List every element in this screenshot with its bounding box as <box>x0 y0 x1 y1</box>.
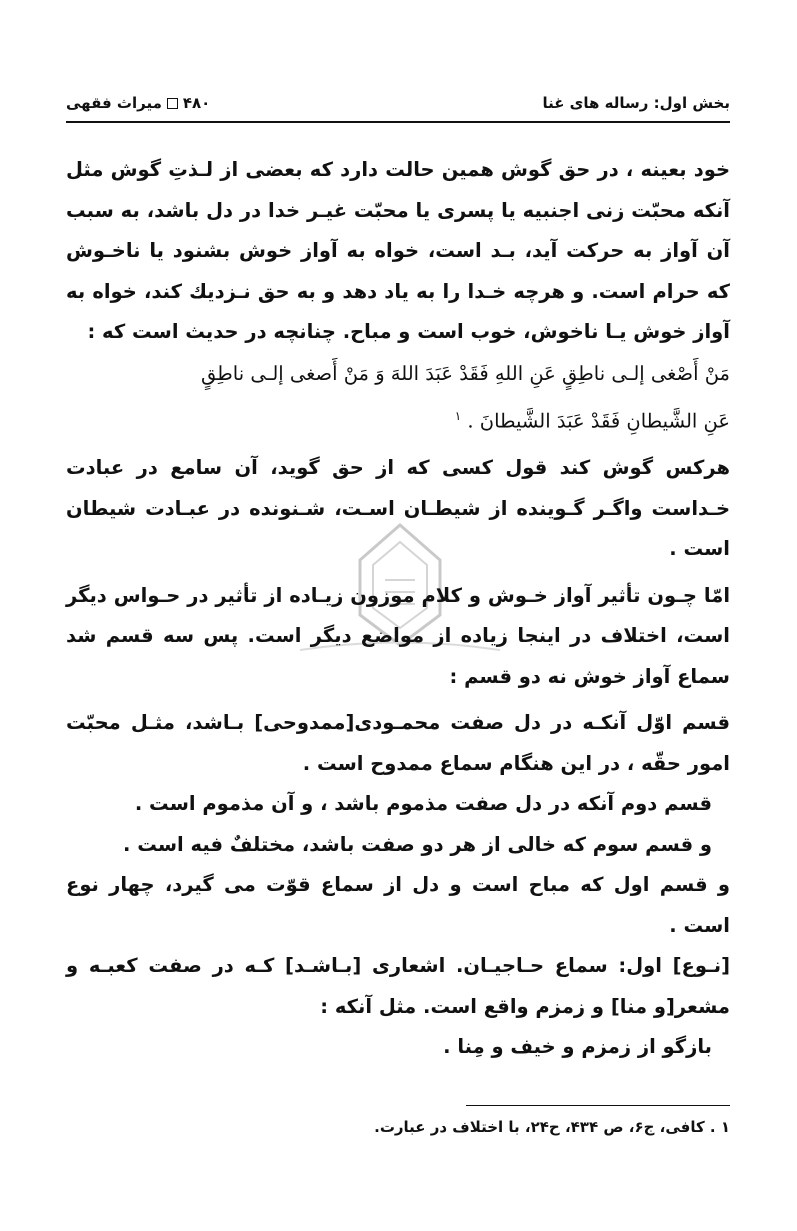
main-text <box>66 150 730 1068</box>
paragraph: و قسم اول که مباح است و دل از سماع قوّت می گیرد، چهار نوع است . <box>66 873 730 937</box>
header-divider <box>66 121 730 123</box>
header-page-info <box>66 94 210 112</box>
arabic-hadith-line-2 <box>66 395 730 443</box>
book-title: میراث فقهی <box>66 94 162 112</box>
footnote-marker: ١ <box>454 408 462 423</box>
footnote: ١ . کافی، ج۶، ص ۴۳۴، ح۲۴، با اختلاف در عبارت. <box>374 1118 730 1136</box>
arabic-hadith-text: عَنِ الشَّيطانِ فَقَدْ عَبَدَ الشَّيطانَ . <box>467 409 730 432</box>
paragraph: قسم دوم آنکه در دل صفت مذموم باشد ، و آن مذموم است . <box>134 792 712 815</box>
paragraph: خود بعینه ، در حق گوش همین حالت دارد که بعضی از لـذتِ گوش مثل آنکه محبّت زنی اجنبیه یا پسری یا محبّت غیـر خدا در دل باشد، به سبب آن آواز به حرکت آید، بـد است، خواه به آواز خوش بشنود یا ناخـوش که حرام است. و هرچه خـدا را به یاد دهد و به حق نـزدیك كند، خواه به آواز خوش یـا ناخوش، خوب است و مباح. چنانچه در حدیث است که : <box>66 158 730 343</box>
page-number: ۴۸۰ <box>182 94 211 112</box>
arabic-hadith-line-1: مَنْ أَصْغى إلـى ناطِقٍ عَنِ اللهِ فَقَدْ عَبَدَ اللهَ وَ مَنْ أَصغى إلـى ناطِقٍ <box>201 361 730 385</box>
paragraph: امّا چـون تأثیر آواز خـوش و کلام موزون زیـاده از تأثیر در حـواس دیگر است، اختلاف در اینجا زیاده از مواضع دیگر است. پس سه قسم شد سماع آواز خوش نه دو قسم : <box>66 583 730 688</box>
section-title: بخش اول: رساله های غنا <box>542 94 730 112</box>
paragraph: و قسم سوم که خالی از هر دو صفت باشد، مختلفٌ فیه است . <box>123 832 712 856</box>
footnote-divider <box>466 1105 730 1106</box>
square-separator-icon <box>167 98 178 109</box>
paragraph: قسم اوّل آنکـه در دل صفت محمـودی[ممدوحی] بـاشد، مثـل محبّت امور حقّه ، در این هنگام سماع ممدوح است . <box>66 711 730 775</box>
paragraph: [نـوع] اول: سماع حـاجیـان. اشعاری [بـاشـد] کـه در صفت کعبـه و مشعر[و منا] و زمزم واقع است. مثل آنکه : <box>66 954 730 1018</box>
paragraph: هرکس گوش کند قول کسی که از حق گوید، آن سامع در عبادت خـداست واگـر گـوینده از شیطـان اسـت، شـنونده در عبـادت شیطان است . <box>66 456 730 560</box>
running-header <box>66 88 730 118</box>
poem-verse: بازگو از زمزم و خیف و مِنا . <box>443 1035 712 1058</box>
